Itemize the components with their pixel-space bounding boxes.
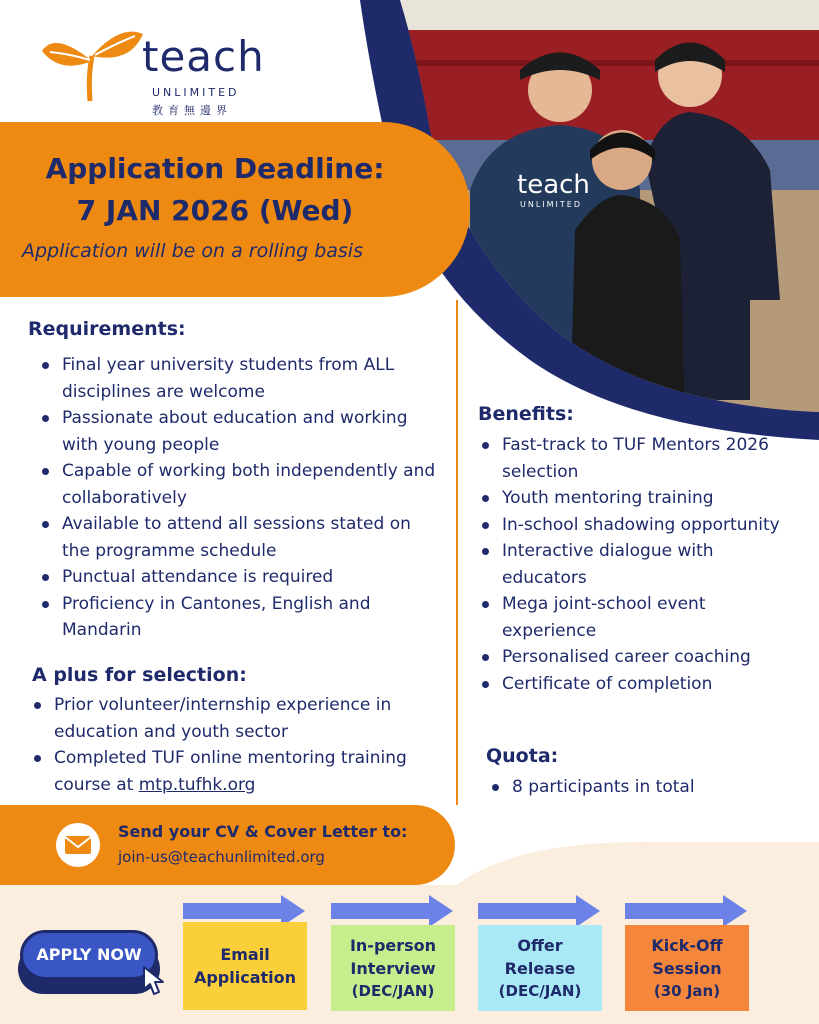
list-item: Personalised career coaching bbox=[502, 644, 802, 671]
deadline-banner bbox=[0, 122, 470, 297]
list-item: Certificate of completion bbox=[502, 671, 802, 698]
step-interview bbox=[331, 925, 455, 1011]
step-line: Offer bbox=[517, 935, 563, 955]
list-item: Fast-track to TUF Mentors 2026 selection bbox=[502, 432, 802, 485]
step-email-application bbox=[183, 922, 307, 1010]
step-line: Kick-Off bbox=[651, 935, 723, 955]
quota-heading: Quota: bbox=[486, 745, 559, 767]
step-line: Application bbox=[193, 968, 297, 987]
step-date: (DEC/JAN) bbox=[498, 981, 582, 1000]
plus-heading: A plus for selection: bbox=[32, 664, 247, 686]
course-link[interactable]: mtp.tufhk.org bbox=[138, 774, 256, 795]
step-line: Release bbox=[504, 958, 576, 978]
list-item: Prior volunteer/internship experience in education and youth sector bbox=[54, 692, 434, 745]
list-item: Youth mentoring training bbox=[502, 485, 802, 512]
list-item: Capable of working both independently and collaboratively bbox=[62, 458, 442, 511]
contact-email-link[interactable]: join-us@teachunlimited.org bbox=[118, 848, 325, 866]
list-item: Final year university students from ALL disciplines are welcome bbox=[62, 352, 442, 405]
step-offer-release bbox=[478, 925, 602, 1011]
requirements-heading: Requirements: bbox=[28, 318, 186, 340]
mail-icon bbox=[56, 823, 100, 867]
step-kick-off bbox=[625, 925, 749, 1011]
logo-subtitle: UNLIMITED bbox=[152, 86, 240, 99]
requirements-list bbox=[62, 352, 442, 644]
list-item bbox=[54, 745, 434, 798]
arrow-icon bbox=[478, 895, 600, 927]
column-divider bbox=[456, 300, 458, 805]
list-item: Interactive dialogue with educators bbox=[502, 538, 802, 591]
plus-list bbox=[54, 692, 434, 798]
step-date: (DEC/JAN) bbox=[351, 981, 435, 1000]
contact-title: Send your CV & Cover Letter to: bbox=[118, 822, 408, 841]
cursor-icon bbox=[142, 965, 168, 997]
arrow-icon bbox=[331, 895, 453, 927]
step-line: Email bbox=[220, 945, 270, 964]
teach-unlimited-logo bbox=[40, 26, 270, 117]
list-item-text: Completed TUF online mentoring training course at bbox=[54, 748, 407, 795]
step-date: (30 Jan) bbox=[653, 981, 721, 1000]
deadline-note: Application will be on a rolling basis bbox=[22, 240, 363, 262]
sprout-icon bbox=[40, 26, 145, 106]
list-item: In-school shadowing opportunity bbox=[502, 512, 802, 539]
step-line: In-person bbox=[349, 935, 437, 955]
list-item: Punctual attendance is required bbox=[62, 564, 442, 591]
list-item: Mega joint-school event experience bbox=[502, 591, 802, 644]
benefits-list bbox=[502, 432, 802, 697]
logo-chinese: 教育無邊界 bbox=[152, 104, 232, 117]
deadline-title: Application Deadline: bbox=[45, 152, 385, 185]
shirt-logo-sub: UNLIMITED bbox=[520, 200, 583, 209]
shirt-logo-text: teach bbox=[517, 170, 590, 200]
deadline-date: 7 JAN 2026 (Wed) bbox=[76, 194, 354, 227]
apply-now-button[interactable]: APPLY NOW bbox=[20, 930, 158, 980]
logo-wordmark: teach bbox=[142, 32, 265, 81]
list-item: Available to attend all sessions stated on the programme schedule bbox=[62, 511, 442, 564]
list-item: 8 participants in total bbox=[512, 774, 812, 801]
benefits-heading: Benefits: bbox=[478, 403, 574, 425]
beige-curve bbox=[455, 840, 819, 886]
list-item: Proficiency in Cantones, English and Mandarin bbox=[62, 591, 442, 644]
step-line: Interview bbox=[350, 958, 436, 978]
quota-list bbox=[512, 774, 812, 801]
step-line: Session bbox=[652, 958, 722, 978]
arrow-icon bbox=[625, 895, 747, 927]
list-item: Passionate about education and working with young people bbox=[62, 405, 442, 458]
